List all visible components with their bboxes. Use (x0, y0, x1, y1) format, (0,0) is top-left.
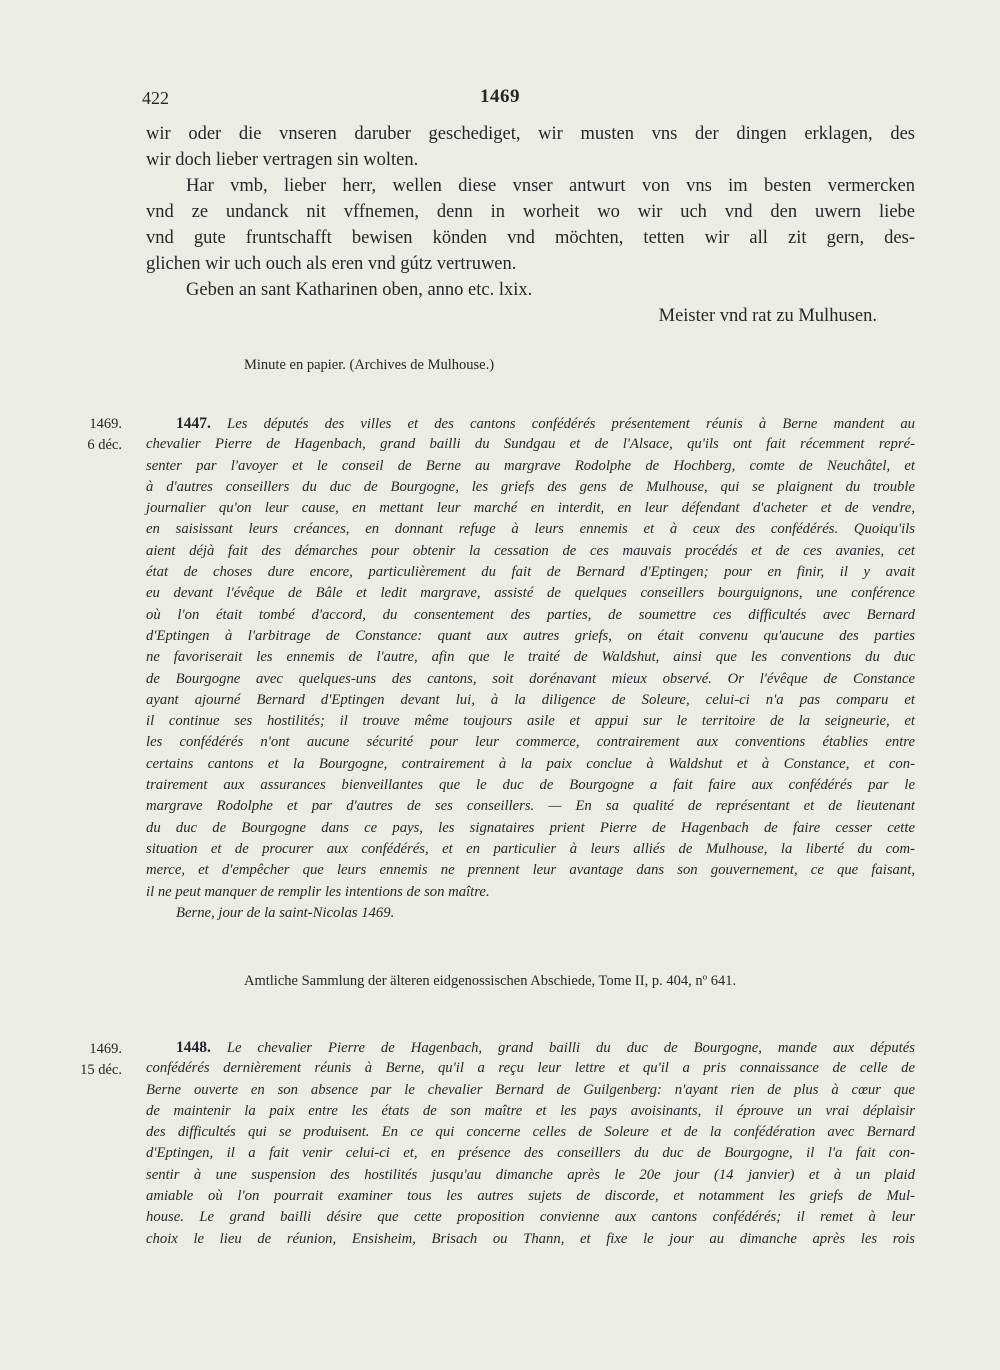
entry-number: 1447. (176, 415, 211, 432)
text-line: merce, et d'empêcher que leurs ennemis ne prennent leur avantage dans son gouvernement, ce que faisant, (146, 862, 915, 879)
text-line: ne favoriserait les ennemis de l'autre, afin que le traité de Waldshut, ainsi que les conventions du duc (146, 649, 915, 666)
text-line: Berne ouverte en son absence par le chevalier Bernard de Guilgenberg: n'ayant rien de plus à cœur que (146, 1081, 915, 1098)
text-line: aient déjà fait des démarches pour obtenir la cessation de ces mauvais procédés et de ces avanies, cet (146, 542, 915, 559)
text-line: margrave Rodolphe et par d'autres de ses conseillers. — En sa qualité de représentant et de lieutenant (146, 798, 915, 815)
signature: Meister vnd rat zu Mulhusen. (658, 306, 877, 326)
text-line: de Bourgogne avec quelques-uns des cantons, soit dorénavant mieux observé. Or l'évêque de Constance (146, 670, 915, 687)
entry-date-year: 1469. (89, 1041, 122, 1057)
text-line: wir oder die vnseren daruber geschediget, wir musten vns der dingen erklagen, des (146, 124, 915, 144)
entry-1448 (146, 1037, 915, 1250)
dateline: Geben an sant Katharinen oben, anno etc. lxix. (186, 280, 533, 300)
text-line: vnd gute fruntschafft bewisen könden vnd möchten, tetten wir all zit gern, des- (146, 228, 915, 248)
text-line: amiable où l'on pourrait examiner tous les autres sujets de discorde, et notamment les griefs de Mul- (146, 1188, 915, 1205)
entry-date-day: 15 déc. (80, 1062, 122, 1078)
text-line: de maintenir la paix entre les états de son maître et les pays avoisinants, il éprouve un vrai déplaisir (146, 1102, 915, 1119)
text-line: situation et de procurer aux confédérés, et en particulier à leurs alliés de Mulhouse, la liberté du com- (146, 840, 915, 857)
text-line: 1447. Les députés des villes et des cantons confédérés présentement réunis à Berne mandent au (176, 415, 916, 432)
page-number: 422 (142, 88, 169, 108)
entry-source: Amtliche Sammlung der älteren eidgenossischen Abschiede, Tome II, p. 404, nº 641. (244, 973, 737, 989)
text-line: des difficultés qui se produisent. En ce qui concerne celles de Soleure et de la confédération avec Bernard (146, 1124, 915, 1141)
text-line: les confédérés n'ont aucune sécurité pour leur commerce, contrairement aux conventions établies entre (146, 734, 915, 751)
text-line: Har vmb, lieber herr, wellen diese vnser antwurt von vns im besten vermercken (186, 176, 915, 196)
text-line: vnd ze undanck nit vffnemen, denn in worheit wo wir uch vnd den uwern liebe (146, 202, 915, 222)
text-line: où l'on était tombé d'accord, du consentement des parties, de soumettre ces difficultés avec Bernard (146, 606, 915, 623)
entry-number: 1448. (176, 1039, 211, 1056)
text-line: trairement aux assurances bienveillantes que le duc de Bourgogne a fait faire aux confédérés par le (146, 777, 915, 794)
text-line: ayant ajourné Bernard d'Eptingen devant lui, à la diligence de Soleure, celui-ci n'a pas comparu et (146, 691, 915, 708)
source-note: Minute en papier. (Archives de Mulhouse.) (244, 357, 495, 373)
text-line: il continue ses hostilités; il trouve même toujours asile et appui sur le territoire de la seigneurie, et (146, 713, 915, 730)
text-line: journalier qu'on leur cause, en mettant leur marché en interdit, en leur défendant d'acheter et de vendre, (146, 500, 915, 517)
text-line: en saisissant leurs créances, en donnant refuge à leurs ennemis et à ceux des confédérés. Quoiqu'ils (146, 521, 915, 538)
text-line: du duc de Bourgogne dans ce pays, les signataires prient Pierre de Hagenbach de faire cesser cette (146, 819, 915, 836)
text-line: sentir à une suspension des hostilités jusqu'au dimanche après le 20e jour (14 janvier) et à un plaid (146, 1166, 915, 1183)
text-line: house. Le grand bailli désire que cette proposition convienne aux cantons confédérés; il remet à leur (146, 1209, 915, 1226)
text-line: eu devant l'évêque de Bâle et ledit margrave, assisté de quelques conseillers bourguignons, une conférence (146, 585, 915, 602)
entry-date (44, 414, 122, 456)
running-head-year: 1469 (480, 86, 520, 107)
text-line: senter par l'avoyer et le conseil de Berne au margrave Rodolphe de Hochberg, comte de Neuchâtel, et (146, 457, 915, 474)
text-line: à d'autres conseillers du duc de Bourgogne, les griefs des gens de Mulhouse, qui se plaignent du trouble (146, 478, 915, 495)
text-line: choix le lieu de réunion, Ensisheim, Brisach ou Thann, et fixe le jour au dimanche après les rois (146, 1230, 915, 1247)
entry-date (44, 1039, 122, 1081)
entry-1447 (146, 413, 915, 924)
entry-date-day: 6 déc. (87, 437, 122, 453)
text-line: chevalier Pierre de Hagenbach, grand bailli du Sundgau et de l'Alsace, qu'ils ont fait récemment repré- (146, 436, 915, 453)
text-line: état de choses dure encore, particulièrement du fait de Bernard d'Eptingen; pour en finir, il y avait (146, 564, 915, 581)
text-line: d'Eptingen, il a fait venir celui-ci et, en présence des conseillers du duc de Bourgogne, il l'a fait con- (146, 1145, 915, 1162)
text-line: wir doch lieber vertragen sin wolten. (146, 150, 419, 170)
text-line: d'Eptingen à l'arbitrage de Constance: quant aux autres griefs, on était convenu qu'aucune des parties (146, 627, 915, 644)
entry-closing: Berne, jour de la saint-Nicolas 1469. (176, 904, 395, 921)
text-line: glichen wir uch ouch als eren vnd gútz vertruwen. (146, 254, 517, 274)
text-line: confédérés dernièrement réunis à Berne, qu'il a reçu leur lettre et qu'il a pris connaissance de celle de (146, 1060, 915, 1077)
text-line: 1448. Le chevalier Pierre de Hagenbach, grand bailli du duc de Bourgogne, mande aux députés (176, 1039, 916, 1056)
letter-text (146, 121, 915, 329)
entry-date-year: 1469. (89, 416, 122, 432)
text-line: certains cantons et la Bourgogne, contrairement à la paix conclue à Waldshut et à Constance, et con- (146, 755, 915, 772)
text-line: il ne peut manquer de remplir les intentions de son maître. (146, 883, 490, 900)
